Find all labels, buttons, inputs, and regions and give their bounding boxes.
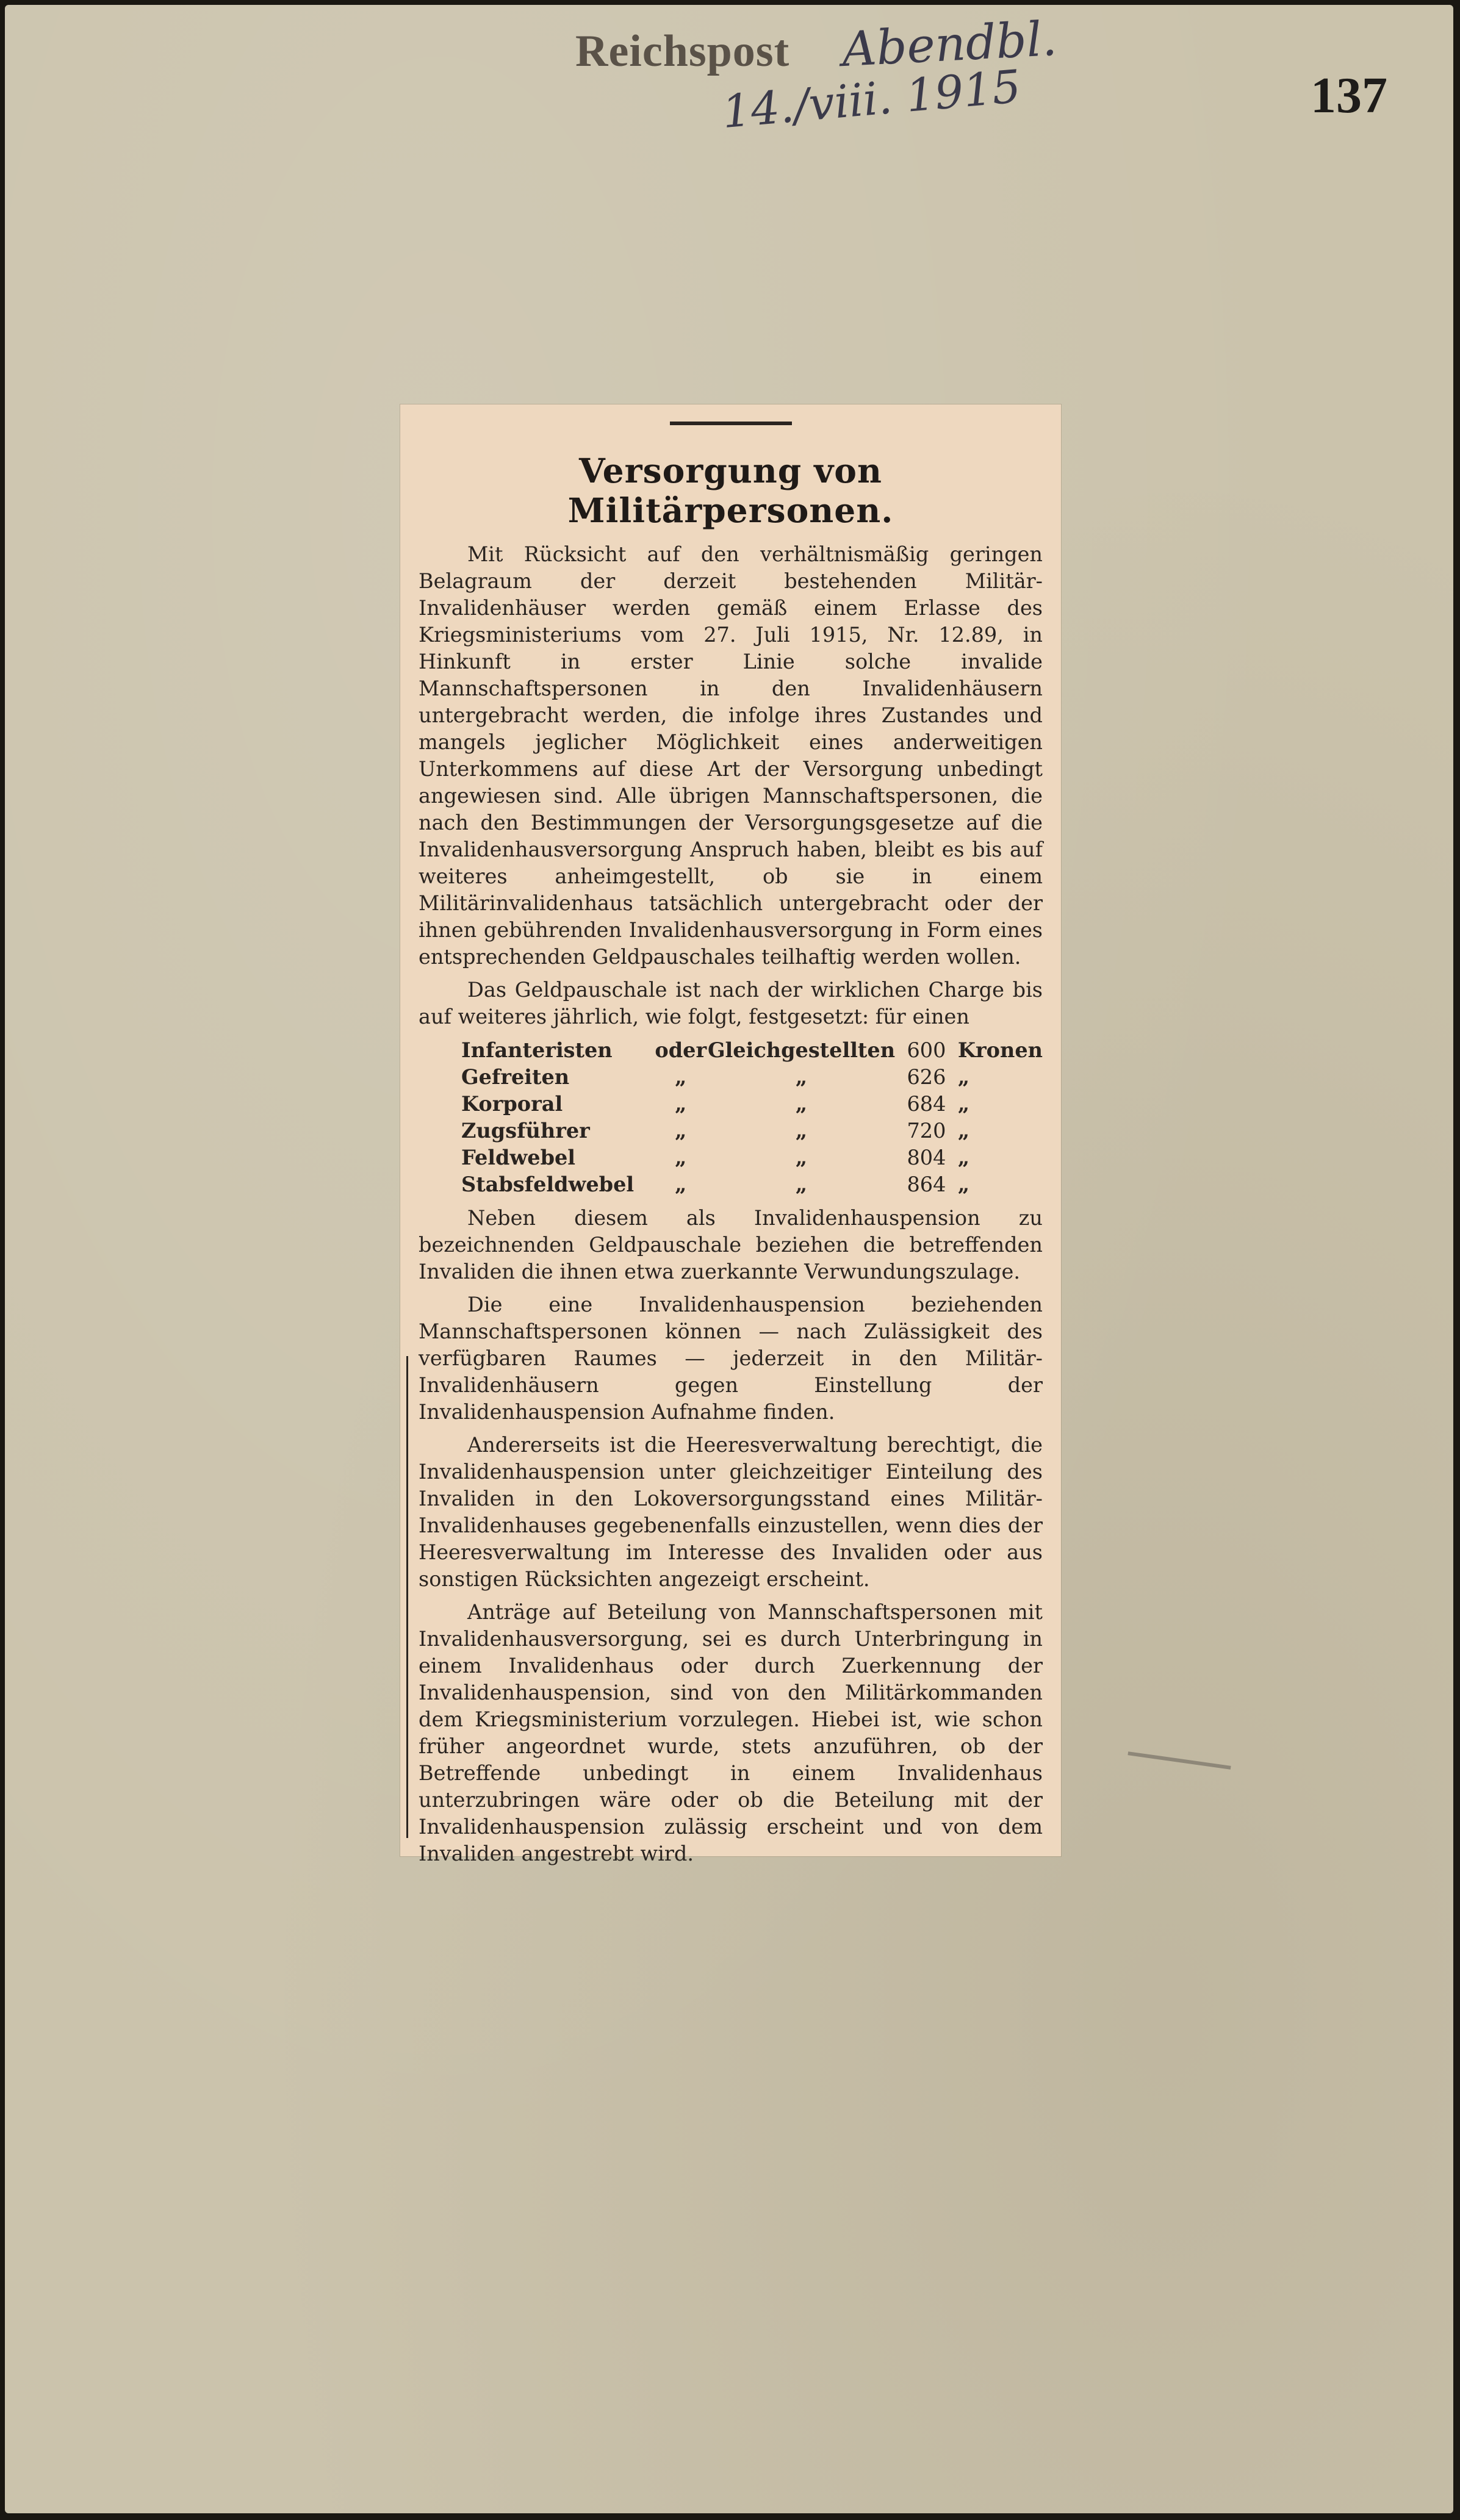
- unit-cell: „: [957, 1064, 970, 1089]
- equivalent-cell: „: [795, 1118, 808, 1143]
- pension-rate-table: [419, 1036, 1043, 1197]
- rank-cell: Stabsfeldwebel: [461, 1172, 635, 1196]
- margin-rule: [406, 1356, 408, 1838]
- or-cell: oder: [655, 1038, 707, 1062]
- article-paragraph: Neben diesem als Invalidenhauspension zu bezeichnenden Geldpauschale beziehen die betreffenden Invaliden die ihnen etwa zuerkannte Verwundungszulage.: [419, 1206, 1043, 1283]
- equivalent-cell: Gleichgestellten: [707, 1038, 896, 1062]
- equivalent-cell: „: [795, 1172, 808, 1196]
- rank-cell: Infanteristen: [461, 1038, 613, 1062]
- table-row: [419, 1144, 1043, 1171]
- rank-cell: Feldwebel: [461, 1145, 576, 1169]
- amount-cell: 804: [907, 1145, 946, 1169]
- amount-cell: 864: [907, 1172, 946, 1196]
- rank-cell: Zugsführer: [461, 1118, 590, 1143]
- table-row: [419, 1171, 1043, 1197]
- table-row: [419, 1063, 1043, 1090]
- article-paragraph: Die eine Invalidenhauspension beziehenden Mannschaftspersonen können — nach Zulässigkeit des verfügbaren Raumes — jederzeit in den Militär-Invalidenhäusern gegen Einstellung der Invalidenhauspension Aufnahme finden.: [419, 1293, 1043, 1424]
- or-cell: „: [675, 1172, 687, 1196]
- article-headline: Versorgung von Militärpersonen.: [567, 451, 894, 530]
- unit-cell: Kronen: [957, 1038, 1043, 1062]
- amount-cell: 720: [907, 1118, 946, 1143]
- amount-cell: 626: [907, 1064, 946, 1089]
- handwritten-date-note: 14./viii. 1915: [720, 60, 1023, 139]
- handwritten-edition-note: Abendbl.: [840, 11, 1059, 78]
- unit-cell: „: [957, 1145, 970, 1169]
- unit-cell: „: [957, 1118, 970, 1143]
- equivalent-cell: „: [795, 1091, 808, 1116]
- unit-cell: „: [957, 1172, 970, 1196]
- rank-cell: Korporal: [461, 1091, 563, 1116]
- pencil-mark: [1127, 1751, 1231, 1770]
- equivalent-cell: „: [795, 1064, 808, 1089]
- rank-cell: Gefreiten: [461, 1064, 570, 1089]
- article-paragraph: Mit Rücksicht auf den verhältnismäßig geringen Belagraum der derzeit bestehenden Militär-Invalidenhäuser werden gemäß einem Erlasse des Kriegsministeriums vom 27. Juli 1915, Nr. 12.89, in Hinkunft in erster Linie solche invalide Mannschaftspersonen in den Invalidenhäusern untergebracht werden, die infolge ihres Zustandes und mangels jeglicher Möglichkeit eines anderweitigen Unterkommens auf diese Art der Versorgung unbedingt angewiesen sind. Alle übrigen Mannschaftspersonen, die nach den Bestimmungen der Versorgungsgesetze auf die Invalidenhausversorgung Anspruch haben, bleibt es bis auf weiteres anheimgestellt, ob sie in einem Militärinvalidenhaus tatsächlich untergebracht oder der ihnen gebührenden Invalidenhausversorgung in Form eines entsprechenden Geldpauschales teilhaftig werden wollen.: [419, 542, 1043, 969]
- article-paragraph: Andererseits ist die Heeresverwaltung berechtigt, die Invalidenhauspension unter gleichzeitiger Einteilung des Invaliden in den Lokoversorgungsstand eines Militär-Invalidenhauses gegebenenfalls einzustellen, wenn dies der Heeresverwaltung im Interesse des Invaliden oder aus sonstigen Rücksichten angezeigt erscheint.: [419, 1433, 1043, 1591]
- page-number: 137: [1311, 67, 1387, 124]
- equivalent-cell: „: [795, 1145, 808, 1169]
- amount-cell: 684: [907, 1091, 946, 1116]
- table-row: [419, 1090, 1043, 1117]
- top-divider-rule: [670, 422, 792, 425]
- or-cell: „: [675, 1145, 687, 1169]
- unit-cell: „: [957, 1091, 970, 1116]
- article-paragraph: Anträge auf Beteilung von Mannschaftspersonen mit Invalidenhausversorgung, sei es durch Unterbringung in einem Invalidenhaus oder durch Zuerkennung der Invalidenhauspension, sind von den Militärkommanden dem Kriegsministerium vorzulegen. Hiebei ist, wie schon früher angeordnet wurde, stets anzuführen, ob der Betreffende unbedingt in einem Invalidenhaus unterzubringen wäre oder ob die Beteilung mit der Invalidenhauspension zulässig erscheint und von dem Invaliden angestrebt wird.: [419, 1600, 1043, 1865]
- archive-sheet: [5, 5, 1453, 2513]
- table-row: [419, 1117, 1043, 1144]
- or-cell: „: [675, 1091, 687, 1116]
- amount-cell: 600: [907, 1038, 946, 1062]
- table-row: [419, 1036, 1043, 1063]
- or-cell: „: [675, 1118, 687, 1143]
- newspaper-source-stamp: Reichspost: [575, 26, 790, 76]
- article-paragraph: Das Geldpauschale ist nach der wirklichen Charge bis auf weiteres jährlich, wie folgt, festgesetzt: für einen: [419, 978, 1043, 1028]
- newspaper-clipping: [400, 404, 1061, 1865]
- or-cell: „: [675, 1064, 687, 1089]
